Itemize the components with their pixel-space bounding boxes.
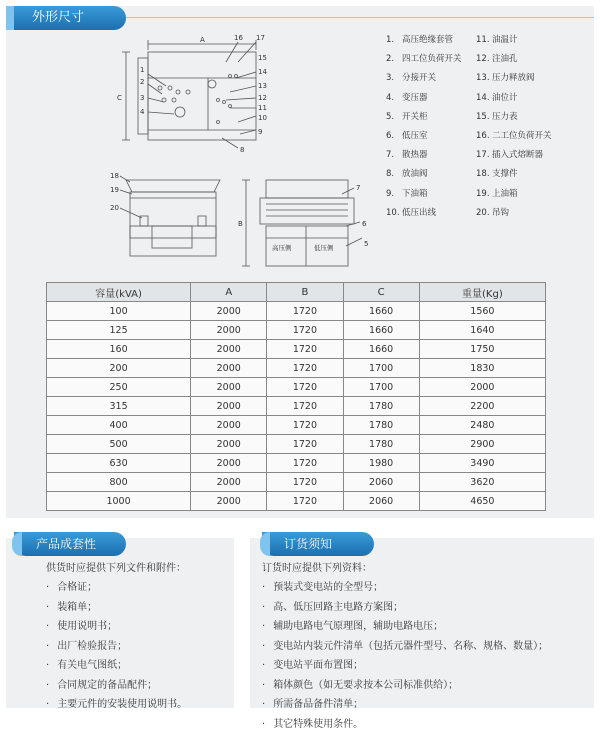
legend-item: [386, 207, 462, 226]
table-cell: 1720: [267, 416, 343, 435]
table-cell: 2060: [343, 473, 419, 492]
legend-item: [386, 168, 462, 187]
table-cell: 2200: [419, 397, 545, 416]
top-view-outline: [148, 52, 256, 140]
legend-text: 支撑件: [492, 169, 518, 179]
table-cell: 1660: [343, 321, 419, 340]
legend-text: 油位计: [492, 93, 518, 103]
callout-14: 14: [258, 68, 267, 76]
table-cell: 2480: [419, 416, 545, 435]
table-cell: 1720: [267, 302, 343, 321]
legend-text: 下油箱: [402, 189, 428, 199]
table-cell: 2900: [419, 435, 545, 454]
side-view-outline: [130, 192, 216, 238]
list-item: · 出厂检验报告；: [46, 637, 187, 657]
products-header: 产品成套性: [14, 532, 126, 556]
table-cell: 3490: [419, 454, 545, 473]
legend-text: 注油孔: [492, 54, 518, 64]
legend-number: 11.: [476, 34, 492, 46]
table-row: [47, 359, 546, 378]
legend-number: 9.: [386, 188, 402, 200]
table-cell: 1720: [267, 340, 343, 359]
table-cell: 2000: [419, 378, 545, 397]
callout-11: 11: [258, 104, 267, 112]
table-cell: 1780: [343, 397, 419, 416]
table-cell: 1750: [419, 340, 545, 359]
legend-item: [476, 168, 552, 187]
legend-item: [476, 130, 552, 149]
legend-number: 1.: [386, 34, 402, 46]
legend-text: 压力释放阀: [492, 73, 535, 83]
table-row: [47, 321, 546, 340]
legend-text: 放油阀: [402, 169, 428, 179]
callout-1: 1: [140, 66, 144, 74]
table-row: [47, 454, 546, 473]
table-row: [47, 473, 546, 492]
spec-table-header: [47, 283, 546, 302]
legend-text: 上油箱: [492, 189, 518, 199]
legend-number: 6.: [386, 130, 402, 142]
legend-col-left: [386, 34, 462, 226]
table-row: [47, 397, 546, 416]
ordering-header: 订货须知: [262, 532, 374, 556]
table-cell: 2000: [191, 454, 267, 473]
lv-side-label: 低压侧: [314, 243, 334, 252]
table-cell: 1780: [343, 435, 419, 454]
list-item: · 变电站内装元件清单（包括元器件型号、名称、规格、数量）；: [262, 637, 548, 657]
table-cell: 3620: [419, 473, 545, 492]
table-cell: 2000: [191, 321, 267, 340]
legend-number: 15.: [476, 111, 492, 123]
table-cell: 2000: [191, 359, 267, 378]
list-item: · 合格证；: [46, 578, 187, 598]
list-item: · 合同规定的备品配件；: [46, 676, 187, 696]
table-cell: 2000: [191, 378, 267, 397]
legend-item: [386, 111, 462, 130]
table-row: [47, 302, 546, 321]
legend-text: 变压器: [402, 93, 428, 103]
legend-text: 分接开关: [402, 73, 436, 83]
spec-table-body: [47, 302, 546, 511]
table-header-cell: B: [267, 283, 343, 302]
table-cell: 500: [47, 435, 191, 454]
ordering-intro: 订货时应提供下列资料：: [262, 560, 548, 578]
callout-12: 12: [258, 94, 267, 102]
list-item: · 高、低压回路主电路方案图；: [262, 598, 548, 618]
legend-item: [476, 34, 552, 53]
table-cell: 1700: [343, 359, 419, 378]
callout-6: 6: [362, 220, 367, 228]
dim-C: C: [117, 94, 122, 102]
table-cell: 4650: [419, 492, 545, 511]
table-header-cell: 重量(Kg): [419, 283, 545, 302]
legend-item: [386, 130, 462, 149]
callout-15: 15: [258, 54, 267, 62]
front-view-outline: [266, 180, 348, 198]
legend-text: 二工位负荷开关: [492, 131, 552, 141]
legend-text: 油温计: [492, 35, 518, 45]
legend-col-right: [476, 34, 552, 226]
table-cell: 1660: [343, 302, 419, 321]
callout-7: 7: [356, 184, 360, 192]
table-cell: 1720: [267, 473, 343, 492]
table-cell: 1720: [267, 359, 343, 378]
list-item: · 装箱单；: [46, 598, 187, 618]
legend-number: 14.: [476, 92, 492, 104]
legend-item: [386, 34, 462, 53]
table-cell: 1720: [267, 321, 343, 340]
legend-number: 7.: [386, 149, 402, 161]
table-cell: 400: [47, 416, 191, 435]
table-cell: 1720: [267, 397, 343, 416]
legend-number: 17.: [476, 149, 492, 161]
table-cell: 1640: [419, 321, 545, 340]
legend-number: 4.: [386, 92, 402, 104]
list-item: · 箱体颜色（如无要求按本公司标准供给）；: [262, 676, 548, 696]
table-header-cell: C: [343, 283, 419, 302]
table-cell: 1720: [267, 378, 343, 397]
table-cell: 2000: [191, 397, 267, 416]
legend-item: [476, 72, 552, 91]
dim-B: B: [238, 220, 243, 228]
legend-number: 8.: [386, 168, 402, 180]
list-item: · 使用说明书；: [46, 617, 187, 637]
legend-item: [476, 188, 552, 207]
callout-5: 5: [364, 240, 368, 248]
table-cell: 630: [47, 454, 191, 473]
list-item: · 预装式变电站的全型号；: [262, 578, 548, 598]
table-cell: 2000: [191, 435, 267, 454]
table-cell: 1660: [343, 340, 419, 359]
legend-number: 12.: [476, 53, 492, 65]
table-row: [47, 492, 546, 511]
table-cell: 125: [47, 321, 191, 340]
legend-text: 低压出线: [402, 208, 436, 218]
legend-number: 16.: [476, 130, 492, 142]
callout-19: 19: [110, 186, 119, 194]
callout-13: 13: [258, 82, 267, 90]
table-cell: 2000: [191, 473, 267, 492]
legend-number: 18.: [476, 168, 492, 180]
legend-text: 吊钩: [492, 208, 509, 218]
legend-item: [386, 92, 462, 111]
legend-text: 四工位负荷开关: [402, 54, 462, 64]
hv-side-label: 高压侧: [272, 243, 292, 252]
callout-16: 16: [234, 34, 243, 42]
list-item: · 变电站平面布置图；: [262, 656, 548, 676]
legend-item: [476, 149, 552, 168]
table-header-cell: 容量(kVA): [47, 283, 191, 302]
table-row: [47, 435, 546, 454]
legend-number: 5.: [386, 111, 402, 123]
legend-number: 2.: [386, 53, 402, 65]
callout-10: 10: [258, 114, 267, 122]
callout-20: 20: [110, 204, 119, 212]
legend-text: 开关柜: [402, 112, 428, 122]
table-cell: 200: [47, 359, 191, 378]
callout-17: 17: [256, 34, 265, 42]
legend-text: 低压室: [402, 131, 428, 141]
table-cell: 100: [47, 302, 191, 321]
legend-item: [386, 149, 462, 168]
legend-number: 20.: [476, 207, 492, 219]
spec-table: [46, 282, 546, 511]
table-cell: 1720: [267, 454, 343, 473]
table-cell: 1720: [267, 435, 343, 454]
table-cell: 1980: [343, 454, 419, 473]
legend-number: 3.: [386, 72, 402, 84]
legend-text: 散热器: [402, 150, 428, 160]
list-item: · 所需备品备件清单；: [262, 695, 548, 715]
table-cell: 160: [47, 340, 191, 359]
table-cell: 2000: [191, 302, 267, 321]
legend-number: 19.: [476, 188, 492, 200]
legend-item: [476, 111, 552, 130]
table-cell: 1780: [343, 416, 419, 435]
table-cell: 1830: [419, 359, 545, 378]
outline-drawings: [90, 30, 380, 280]
table-cell: 1720: [267, 492, 343, 511]
legend-text: 插入式熔断器: [492, 150, 543, 160]
table-cell: 2000: [191, 492, 267, 511]
legend-text: 压力表: [492, 112, 518, 122]
table-cell: 800: [47, 473, 191, 492]
table-row: [47, 378, 546, 397]
table-cell: 2060: [343, 492, 419, 511]
list-item: · 辅助电路电气原理图，辅助电路电压；: [262, 617, 548, 637]
table-cell: 1700: [343, 378, 419, 397]
list-item: · 其它特殊使用条件。: [262, 715, 548, 734]
table-header-cell: A: [191, 283, 267, 302]
table-cell: 315: [47, 397, 191, 416]
dim-A: A: [200, 36, 205, 44]
ordering-list: [262, 560, 548, 734]
callout-3: 3: [140, 94, 144, 102]
table-cell: 1000: [47, 492, 191, 511]
header-divider: [126, 17, 594, 18]
legend-number: 13.: [476, 72, 492, 84]
legend-item: [386, 188, 462, 207]
dimensions-header: 外形尺寸: [6, 6, 126, 30]
products-intro: 供货时应提供下列文件和附件：: [46, 560, 187, 578]
legend-item: [476, 92, 552, 111]
callout-2: 2: [140, 78, 144, 86]
callout-4: 4: [140, 108, 145, 116]
legend-item: [386, 53, 462, 72]
products-list: [46, 560, 187, 715]
table-cell: 1560: [419, 302, 545, 321]
table-cell: 2000: [191, 416, 267, 435]
callout-18: 18: [110, 172, 119, 180]
callout-8: 8: [240, 146, 244, 154]
table-cell: 250: [47, 378, 191, 397]
list-item: · 有关电气图纸；: [46, 656, 187, 676]
legend-text: 高压绝缘套管: [402, 35, 453, 45]
legend-item: [476, 53, 552, 72]
legend-number: 10.: [386, 207, 402, 219]
list-item: · 主要元件的安装使用说明书。: [46, 695, 187, 715]
callout-9: 9: [258, 128, 262, 136]
table-cell: 2000: [191, 340, 267, 359]
legend-item: [386, 72, 462, 91]
legend-item: [476, 207, 552, 226]
table-row: [47, 340, 546, 359]
table-row: [47, 416, 546, 435]
